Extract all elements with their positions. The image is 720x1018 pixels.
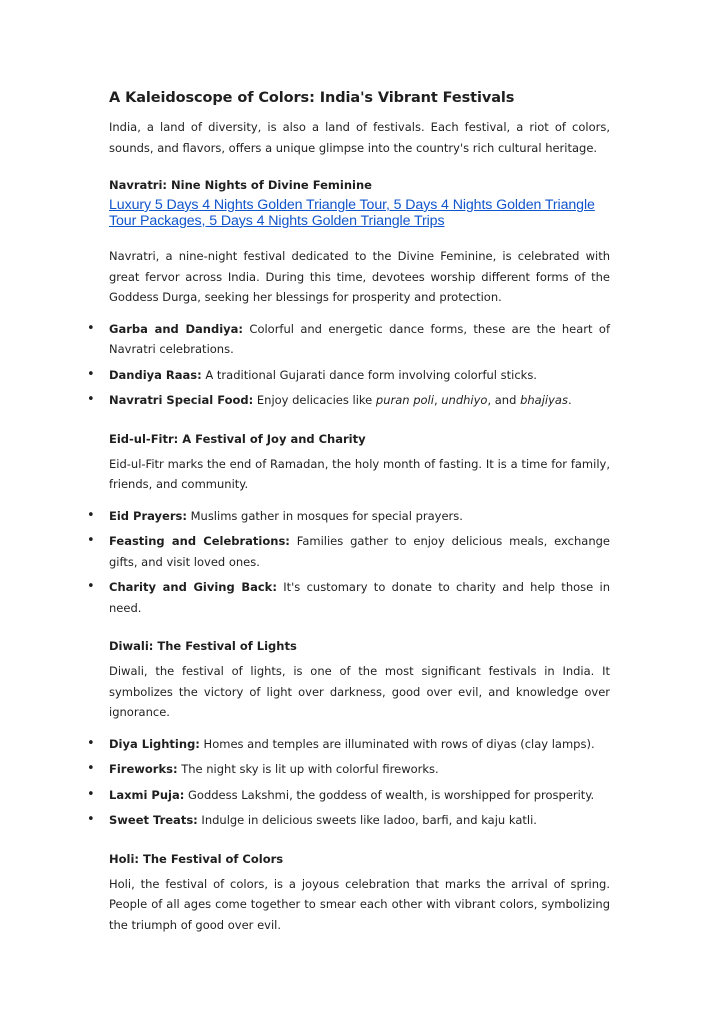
item-text: Goddess Lakshmi, the goddess of wealth, is worshipped for prosperity. [184,787,595,802]
bullet-icon: • [87,786,95,802]
item-label: Dandiya Raas: [109,367,202,382]
diwali-paragraph: Diwali, the festival of lights, is one of the most significant festivals in India. It symbolizes the victory of light over darkness, good over evil, and knowledge over ignorance. [109,664,610,719]
golden-triangle-tour-link[interactable]: Luxury 5 Days 4 Nights Golden Triangle Tour, 5 Days 4 Nights Golden Triangle Tour Packages, 5 Days 4 Nights Golden Triangle Trips [109,197,595,229]
eid-list [87,506,610,619]
item-text: Indulge in delicious sweets like ladoo, barfi, and kaju katli. [197,813,537,827]
item-text: It's customary to donate to charity and help those in need. [109,580,610,615]
navratri-list [87,319,611,411]
item-text: A traditional Gujarati dance form involving colorful sticks. [201,367,537,382]
item-label: Sweet Treats: [109,813,198,827]
list-item [87,759,610,780]
eid-paragraph: Eid-ul-Fitr marks the end of Ramadan, the holy month of fasting. It is a time for family, friends, and community. [109,456,610,491]
bullet-icon: • [87,812,95,827]
intro-paragraph: India, a land of diversity, is also a land of festivals. Each festival, a riot of colors, sounds, and flavors, offers a unique glimpse into the country's rich cultural heritage. [109,120,610,155]
section-heading-navratri: Navratri: Nine Nights of Divine Feminine [109,178,372,192]
page-title: A Kaleidoscope of Colors: India's Vibrant Festivals [109,90,515,106]
food-name: puran poli [375,393,434,407]
item-text: Enjoy delicacies like [253,393,376,407]
item-label: Fireworks: [109,762,178,776]
holi-paragraph: Holi, the festival of colors, is a joyous celebration that marks the arrival of spring. People of all ages come together to smear each other with vibrant colors, symbolizing the triumph of good over evil. [109,876,610,932]
separator: , [433,393,442,407]
period: . [567,393,572,407]
section-heading-eid: Eid-ul-Fitr: A Festival of Joy and Charity [109,431,366,446]
food-name: undhiyo [441,393,488,407]
bullet-icon: • [87,761,95,776]
food-name: bhajiyas [520,393,568,407]
navratri-paragraph: Navratri, a nine-night festival dedicated to the Divine Feminine, is celebrated with great fervor across India. During this time, devotees worship different forms of the Goddess Durga, seeking her blessings for prosperity and protection. [109,249,610,304]
list-item [87,785,610,806]
item-text: Muslims gather in mosques for special prayers. [186,508,463,523]
document-page [87,88,611,935]
item-text: The night sky is lit up with colorful fireworks. [177,762,439,776]
item-label: Feasting and Celebrations: [109,534,290,548]
item-text: Families gather to enjoy delicious meals, exchange gifts, and visit loved ones. [109,534,610,569]
item-label: Charity and Giving Back: [109,580,277,594]
list-item [87,506,610,527]
list-item [87,319,611,360]
list-item [87,577,610,618]
diwali-list [87,734,610,831]
separator: , and [487,393,521,407]
section-heading-diwali: Diwali: The Festival of Lights [109,639,297,653]
bullet-icon: • [87,320,95,336]
list-item [87,390,610,411]
item-text: Homes and temples are illuminated with rows of diyas (clay lamps). [199,736,595,751]
item-label: Diya Lighting: [109,736,200,751]
item-label: Garba and Dandiya: [109,321,244,336]
bullet-icon: • [87,392,95,407]
bullet-icon: • [87,366,95,382]
item-label: Navratri Special Food: [109,393,254,407]
bullet-icon: • [87,579,95,594]
section-heading-holi: Holi: The Festival of Colors [109,851,284,866]
item-text: Colorful and energetic dance forms, these are the heart of Navratri celebrations. [109,321,611,356]
list-item [87,734,610,755]
item-label: Laxmi Puja: [109,787,185,802]
list-item [87,365,610,386]
bullet-icon: • [87,533,95,548]
bullet-icon: • [87,507,95,523]
item-label: Eid Prayers: [109,508,187,523]
bullet-icon: • [87,735,95,751]
list-item [87,531,610,572]
list-item [87,810,610,831]
